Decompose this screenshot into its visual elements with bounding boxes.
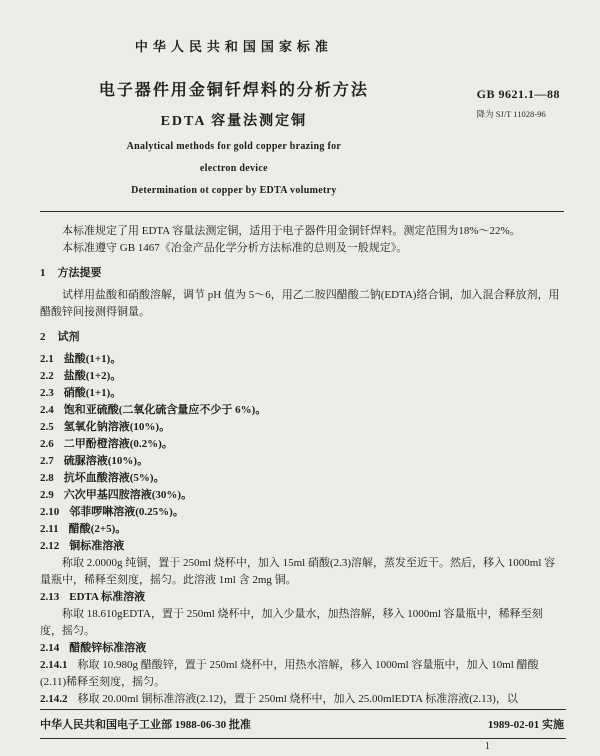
clause-number: 2.14.2	[40, 693, 68, 705]
reagent-item-2-13	[40, 589, 564, 606]
reagent-item-2-14	[40, 640, 564, 657]
reagent-item-2-8	[40, 470, 564, 487]
clause-text: EDTA 标准溶液	[69, 591, 146, 603]
clause-text: 醋酸锌标准溶液	[69, 642, 147, 654]
section-1-body: 试样用盐酸和硝酸溶解，调节 pH 值为 5～6，用乙二胺四醋酸二钠(EDTA)络合铜，加入混合释放剂，用醋酸锌间接测得铜量。	[40, 289, 560, 318]
section-1-title: 方法提要	[57, 267, 102, 279]
reagent-item-2-3	[40, 385, 564, 402]
clause-text: 六次甲基四胺溶液(30%)。	[63, 489, 193, 501]
english-title-block	[40, 141, 428, 196]
footer	[40, 709, 566, 752]
reagent-item-2-12-body: 称取 2.0000g 纯铜，置于 250ml 烧杯中，加入 15ml 硝酸(2.3)溶解，蒸发至近干。然后，移入 1000ml 容量瓶中，稀释至刻度，摇匀。此溶液 1ml 含 2mg 铜。	[40, 557, 556, 586]
reagent-item-2-12	[40, 538, 564, 555]
clause-number: 2.7	[40, 455, 54, 467]
header-divider	[40, 211, 564, 212]
national-standard-banner: 中华人民共和国国家标准	[134, 39, 333, 54]
reagent-item-2-14-1	[40, 657, 564, 691]
clause-number: 2.10	[40, 506, 60, 518]
reagent-item-2-5	[40, 419, 564, 436]
page-number: 1	[485, 741, 490, 752]
clause-number: 2.4	[40, 404, 54, 416]
clause-text: 硝酸(1+1)。	[63, 387, 122, 399]
reagent-item-2-2	[40, 368, 564, 385]
reagent-item-2-7	[40, 453, 564, 470]
clause-text: 醋酸(2+5)。	[68, 523, 127, 535]
document-subtitle: EDTA 容量法测定铜	[160, 114, 308, 129]
standard-number: GB 9621.1—88	[476, 87, 560, 101]
footer-row	[40, 710, 566, 739]
clause-number: 2.3	[40, 387, 54, 399]
clause-text: 铜标准溶液	[69, 540, 125, 552]
clause-number: 2.12	[40, 540, 60, 552]
reagent-item-2-13-body: 称取 18.610gEDTA，置于 250ml 烧杯中，加入少量水，加热溶解，移入 1000ml 容量瓶中，稀释至刻度，摇匀。	[40, 608, 543, 637]
intro-paragraph-1: 本标准规定了用 EDTA 容量法测定铜，适用于电子器件用金铜钎焊料。测定范围为18%～22%。	[62, 225, 521, 237]
standard-supersede-note: 降为 SJ/T 11028-96	[476, 109, 546, 119]
clause-text: 饱和亚硫酸(二氧化硫含量应不少于 6%)。	[63, 404, 267, 416]
reagent-item-2-4	[40, 402, 564, 419]
english-title-line-2: electron device	[199, 163, 268, 174]
clause-text: 抗坏血酸溶液(5%)。	[63, 472, 165, 484]
clause-text: 移取 20.00ml 铜标准溶液(2.12)，置于 250ml 烧杯中，加入 25.00mlEDTA 标准溶液(2.13)，以	[77, 693, 518, 705]
standard-number-box	[477, 87, 560, 120]
clause-number: 2.1	[40, 353, 54, 365]
title-column	[40, 77, 428, 130]
clause-number: 2.2	[40, 370, 54, 382]
reagent-item-2-1	[40, 351, 564, 368]
section-2-title: 试剂	[57, 331, 80, 343]
intro-paragraph-2: 本标准遵守 GB 1467《冶金产品化学分析方法标准的总则及一般规定》。	[62, 242, 408, 254]
clause-text: 盐酸(1+2)。	[63, 370, 122, 382]
clause-number: 2.8	[40, 472, 54, 484]
clause-number: 2.14.1	[40, 659, 68, 671]
clause-number: 2.9	[40, 489, 54, 501]
implementation-text: 1989-02-01 实施	[487, 719, 564, 731]
section-2-number: 2	[40, 331, 46, 343]
document-title: 电子器件用金铜钎焊料的分析方法	[98, 82, 369, 99]
section-2-heading	[40, 329, 564, 346]
clause-number: 2.13	[40, 591, 60, 603]
clause-number: 2.5	[40, 421, 54, 433]
section-1-heading	[40, 265, 564, 282]
clause-number: 2.14	[40, 642, 60, 654]
reagent-item-2-10	[40, 504, 564, 521]
clause-text: 盐酸(1+1)。	[63, 353, 122, 365]
clause-number: 2.6	[40, 438, 54, 450]
approval-text: 中华人民共和国电子工业部 1988-06-30 批准	[40, 719, 251, 731]
reagent-item-2-9	[40, 487, 564, 504]
reagent-item-2-6	[40, 436, 564, 453]
clause-text: 氢氧化钠溶液(10%)。	[63, 421, 171, 433]
title-block	[40, 77, 564, 130]
reagent-item-2-14-2	[40, 691, 564, 708]
clause-text: 二甲酚橙溶液(0.2%)。	[63, 438, 173, 450]
reagent-item-2-11	[40, 521, 564, 538]
english-title-line-1: Analytical methods for gold copper brazing for	[126, 141, 342, 152]
clause-number: 2.11	[40, 523, 59, 535]
clause-text: 称取 10.980g 醋酸锌，置于 250ml 烧杯中，用热水溶解，移入 1000ml 容量瓶中，加入 10ml 醋酸(2.11)稀释至刻度，摇匀。	[40, 659, 539, 688]
section-1-number: 1	[40, 267, 46, 279]
clause-text: 硫脲溶液(10%)。	[63, 455, 149, 467]
document-body	[40, 223, 564, 708]
clause-text: 邻菲啰啉溶液(0.25%)。	[69, 506, 184, 518]
english-title-line-3: Determination ot copper by EDTA volumetry	[131, 185, 337, 196]
